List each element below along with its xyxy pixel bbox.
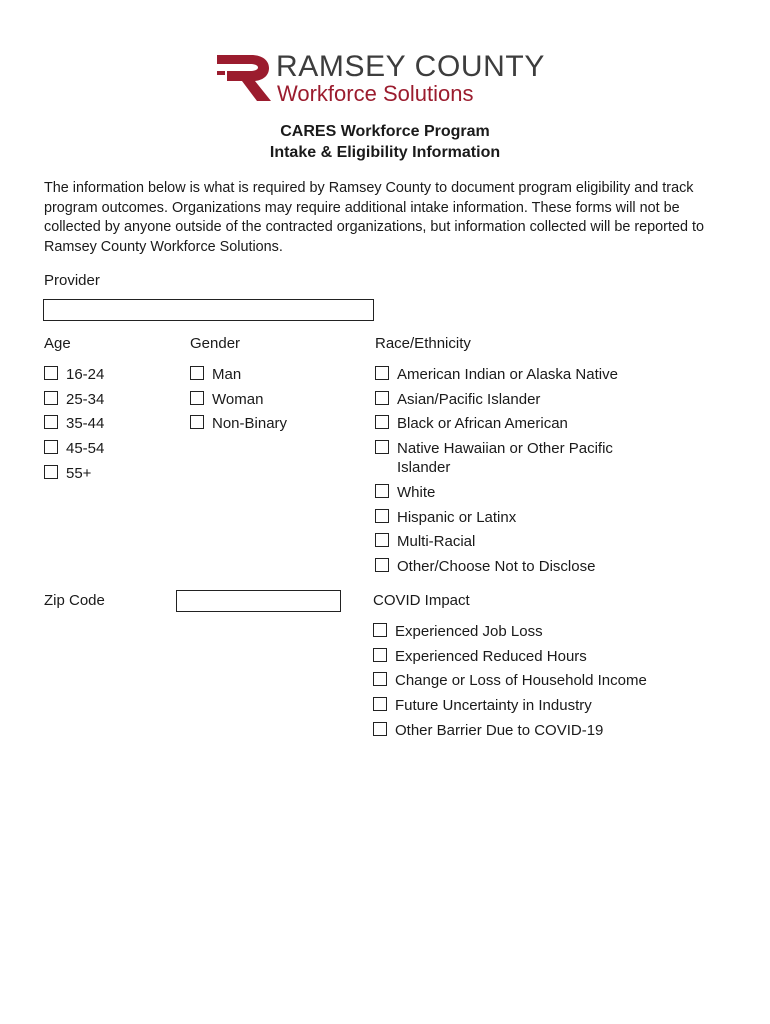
checkbox[interactable]	[375, 533, 389, 547]
ramsey-county-logo-mark-icon	[217, 55, 271, 102]
race-option[interactable]: American Indian or Alaska Native	[375, 365, 618, 384]
checkbox[interactable]	[373, 648, 387, 662]
checkbox[interactable]	[375, 415, 389, 429]
logo-county-name: RAMSEY COUNTY	[276, 50, 545, 83]
gender-option[interactable]: Woman	[190, 390, 263, 409]
race-option[interactable]: White	[375, 483, 435, 502]
race-option[interactable]: Asian/Pacific Islander	[375, 390, 540, 409]
covid-option[interactable]: Future Uncertainty in Industry	[373, 696, 592, 715]
intro-paragraph: The information below is what is required by Ramsey County to document program eligibility and track program outcomes. Organizations may require additional intake information. These forms will not be collected by anyone outside of the contracted organizations, but information collected will be reported to Ramsey County Workforce Solutions.	[44, 180, 704, 255]
race-ethnicity-label: Race/Ethnicity	[375, 335, 471, 352]
checkbox[interactable]	[190, 366, 204, 380]
checkbox[interactable]	[44, 440, 58, 454]
checkbox[interactable]	[375, 484, 389, 498]
covid-option[interactable]: Other Barrier Due to COVID-19	[373, 721, 603, 740]
race-option[interactable]: Multi-Racial	[375, 532, 475, 551]
checkbox[interactable]	[44, 366, 58, 380]
checkbox[interactable]	[44, 465, 58, 479]
checkbox[interactable]	[373, 697, 387, 711]
age-option[interactable]: 25-34	[44, 390, 104, 409]
checkbox[interactable]	[373, 672, 387, 686]
race-option[interactable]: Hispanic or Latinx	[375, 508, 516, 527]
checkbox[interactable]	[375, 558, 389, 572]
race-option[interactable]: Other/Choose Not to Disclose	[375, 557, 595, 576]
gender-label: Gender	[190, 335, 241, 352]
race-option[interactable]: Native Hawaiian or Other Pacific Islander	[375, 439, 635, 477]
age-label: Age	[44, 335, 71, 352]
checkbox[interactable]	[44, 391, 58, 405]
gender-option[interactable]: Non-Binary	[190, 414, 287, 433]
age-option[interactable]: 55+	[44, 464, 91, 483]
checkbox[interactable]	[375, 509, 389, 523]
age-option[interactable]: 16-24	[44, 365, 104, 384]
race-option[interactable]: Black or African American	[375, 414, 568, 433]
checkbox[interactable]	[190, 415, 204, 429]
logo-department-name: Workforce Solutions	[277, 81, 474, 106]
checkbox[interactable]	[375, 440, 389, 454]
checkbox[interactable]	[44, 415, 58, 429]
covid-option[interactable]: Experienced Reduced Hours	[373, 647, 587, 666]
zip-code-input[interactable]	[176, 590, 341, 612]
checkbox[interactable]	[190, 391, 204, 405]
checkbox[interactable]	[373, 722, 387, 736]
checkbox[interactable]	[373, 623, 387, 637]
gender-option[interactable]: Man	[190, 365, 241, 384]
age-option[interactable]: 45-54	[44, 439, 104, 458]
age-option[interactable]: 35-44	[44, 414, 104, 433]
provider-input[interactable]	[43, 299, 374, 321]
checkbox[interactable]	[375, 366, 389, 380]
covid-option[interactable]: Experienced Job Loss	[373, 622, 543, 641]
checkbox[interactable]	[375, 391, 389, 405]
covid-impact-label: COVID Impact	[373, 592, 470, 609]
provider-label: Provider	[44, 272, 100, 289]
zip-code-label: Zip Code	[44, 592, 105, 609]
form-subtitle: Intake & Eligibility Information	[269, 144, 501, 161]
covid-option[interactable]: Change or Loss of Household Income	[373, 671, 647, 690]
form-title: CARES Workforce Program	[280, 123, 490, 140]
